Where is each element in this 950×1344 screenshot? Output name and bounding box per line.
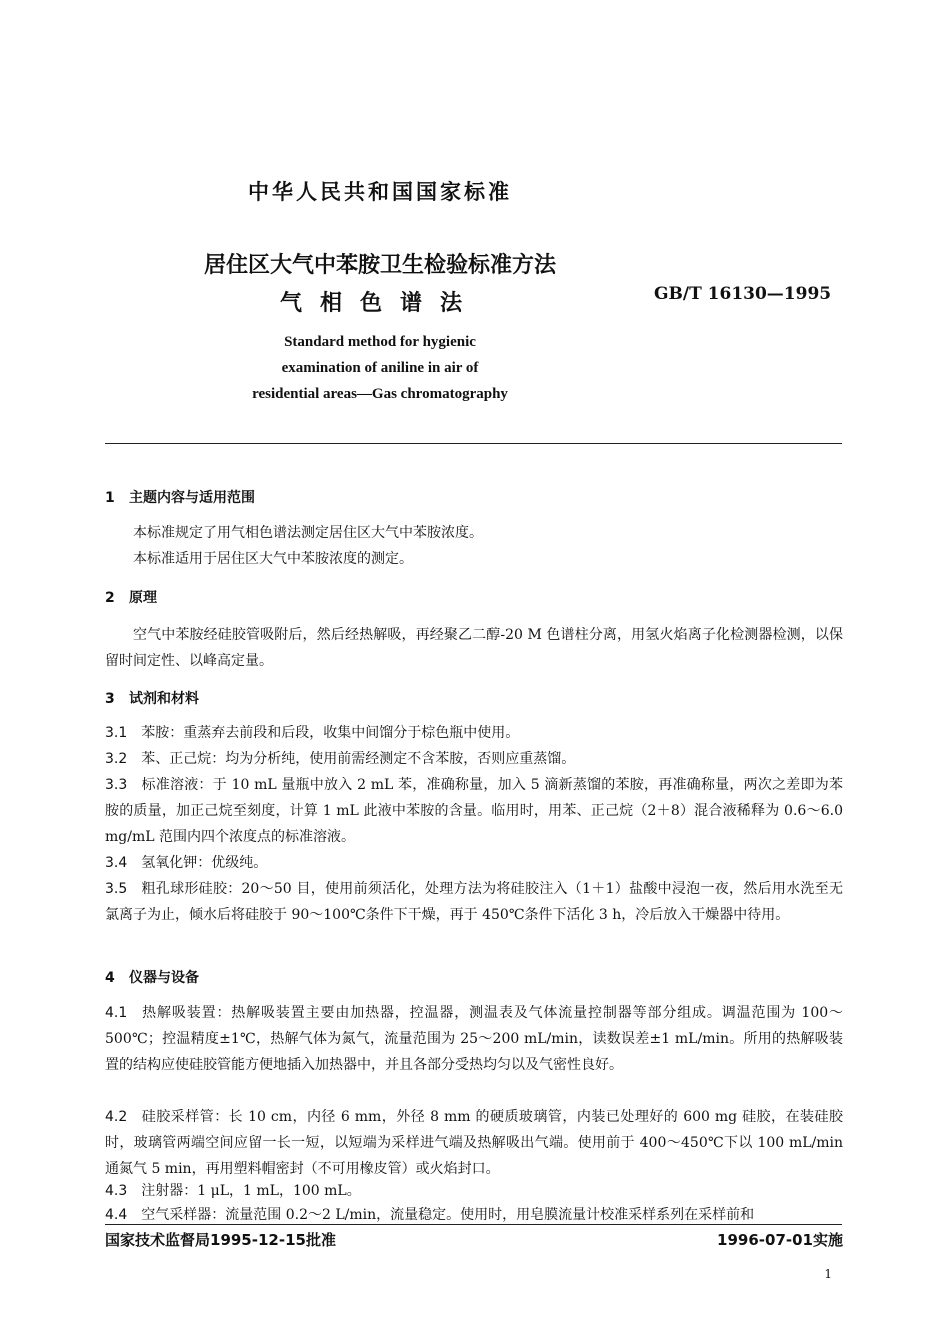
clause-3-2: [105, 746, 843, 772]
paragraph: 空气中苯胺经硅胶管吸附后，然后经热解吸，再经聚乙二醇-20 M 色谱柱分离，用氢火焰离子化检测器检测，以保留时间定性、以峰高定量。: [105, 627, 843, 669]
approval-line: 国家技术监督局1995-12-15批准: [105, 1231, 336, 1249]
clause-text: 空气采样器：流量范围 0.2～2 L/min，流量稳定。使用时，用皂膜流量计校准采样系列在采样前和: [141, 1207, 755, 1223]
clause-number: 4.4: [105, 1207, 128, 1223]
clause-number: 4.3: [105, 1183, 128, 1199]
section-title: 试剂和材料: [129, 691, 199, 707]
implementation-date: 1996-07-01实施: [717, 1231, 843, 1249]
clause-number: 3.2: [105, 751, 128, 767]
clause-number: 3.3: [105, 777, 128, 793]
clause-number: 3.1: [105, 725, 128, 741]
page-number: 1: [824, 1267, 832, 1281]
section-title: 主题内容与适用范围: [129, 490, 255, 506]
standard-number: GB/T 16130—1995: [654, 284, 832, 304]
section-number: 1: [105, 490, 115, 506]
paragraph: 本标准规定了用气相色谱法测定居住区大气中苯胺浓度。: [133, 525, 483, 541]
clause-3-4: [105, 850, 843, 876]
clause-4-3: [105, 1178, 843, 1204]
clause-text: 注射器：1 μL，1 mL，100 mL。: [141, 1183, 361, 1199]
clause-4-1: [105, 1000, 843, 1078]
clause-3-5: [105, 876, 843, 928]
english-title-line-2: examination of aniline in air of: [281, 360, 479, 376]
section-heading: [105, 587, 157, 607]
english-title-line-3: residential areas—Gas chromatography: [252, 386, 508, 402]
title-line-1: 居住区大气中苯胺卫生检验标准方法: [203, 253, 556, 278]
english-title-line-1: Standard method for hygienic: [284, 334, 476, 350]
clause-number: 4.1: [105, 1005, 128, 1021]
title-line-2: 气相色谱法: [279, 291, 480, 316]
footer-divider: [105, 1224, 842, 1225]
clause-text: 苯胺：重蒸弃去前段和后段，收集中间馏分于棕色瓶中使用。: [141, 725, 520, 741]
section-heading: [105, 487, 255, 507]
section-number: 2: [105, 590, 115, 606]
section-heading: [105, 688, 199, 708]
clause-text: 氢氧化钾：优级纯。: [141, 855, 268, 871]
clause-3-1: [105, 720, 843, 746]
clause-text: 粗孔球形硅胶：20～50 目，使用前须活化，处理方法为将硅胶注入（1＋1）盐酸中浸泡一夜，然后用水洗至无氯离子为止，倾水后将硅胶于 90～100℃条件下干燥，再于 450℃条件下活化 3 h，冷后放入干燥器中待用。: [105, 881, 843, 923]
clause-text: 硅胶采样管：长 10 cm，内径 6 mm，外径 8 mm 的硬质玻璃管，内装已处理好的 600 mg 硅胶，在装硅胶时，玻璃管两端空间应留一长一短，以短端为采样进气端及热解吸出气端。使用前于 400～450℃下以 100 mL/min 通氮气 5 min，再用塑料帽密封（不可用橡皮管）或火焰封口。: [105, 1109, 843, 1177]
section-title: 仪器与设备: [129, 970, 199, 986]
paragraph: 本标准适用于居住区大气中苯胺浓度的测定。: [133, 551, 413, 567]
clause-number: 3.5: [105, 881, 128, 897]
section-title: 原理: [129, 590, 157, 606]
clause-3-3: [105, 772, 843, 850]
clause-text: 标准溶液：于 10 mL 量瓶中放入 2 mL 苯，准确称量，加入 5 滴新蒸馏的苯胺，再准确称量，两次之差即为苯胺的质量，加正己烷至刻度，计算 1 mL 此液中苯胺的含量。临用时，用苯、正己烷（2＋8）混合液稀释为 0.6～6.0 mg/mL 范围内四个浓度点的标准溶液。: [105, 777, 843, 845]
section-number: 4: [105, 970, 115, 986]
header-divider: [105, 443, 842, 444]
section-heading: [105, 967, 199, 987]
clause-number: 4.2: [105, 1109, 128, 1125]
clause-number: 3.4: [105, 855, 128, 871]
clause-4-2: [105, 1104, 843, 1182]
section-number: 3: [105, 691, 115, 707]
clause-text: 热解吸装置：热解吸装置主要由加热器，控温器，测温表及气体流量控制器等部分组成。调温范围为 100～500℃；控温精度±1℃，热解气体为氮气，流量范围为 25～200 mL/min，读数误差±1 mL/min。所用的热解吸装置的结构应使硅胶管能方便地插入加热器中，并且各部分受热均匀以及气密性良好。: [105, 1005, 843, 1073]
clause-text: 苯、正己烷：均为分析纯，使用前需经测定不含苯胺，否则应重蒸馏。: [141, 751, 576, 767]
national-standard-heading: 中华人民共和国国家标准: [248, 180, 512, 204]
